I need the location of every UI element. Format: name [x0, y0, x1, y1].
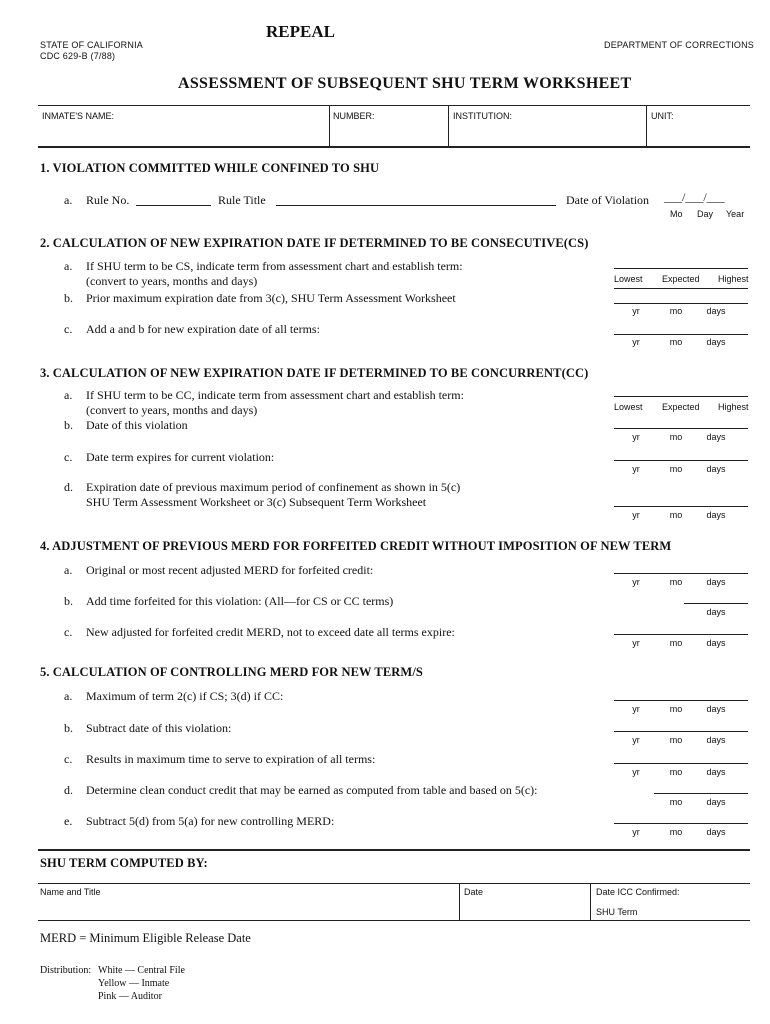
col-lowest: Lowest — [614, 402, 643, 412]
rule-title-label: Rule Title — [218, 193, 266, 207]
unit-mo: mo — [669, 638, 683, 648]
section3-item-b: Date of this violation — [86, 418, 188, 432]
section2-a-field[interactable] — [614, 288, 748, 289]
unit-mo: mo — [669, 432, 683, 442]
section2-letter-a: a. — [64, 259, 73, 273]
section2-letter-c: c. — [64, 322, 73, 336]
unit-days: days — [706, 638, 726, 648]
distribution-yellow: Yellow — Inmate — [98, 978, 170, 989]
section5-letter-b: b. — [64, 721, 73, 735]
unit-mo: mo — [669, 797, 683, 807]
unit-yr: yr — [632, 306, 640, 316]
col-expected: Expected — [662, 402, 700, 412]
section5-letter-e: e. — [64, 814, 73, 828]
institution-label: INSTITUTION: — [453, 111, 512, 121]
section3-heading: 3. CALCULATION OF NEW EXPIRATION DATE IF DETERMINED TO BE CONCURRENT(CC) — [40, 366, 589, 380]
rule-no-field[interactable] — [136, 205, 211, 206]
distribution-label: Distribution: — [40, 965, 92, 976]
col-lowest: Lowest — [614, 274, 643, 284]
unit-mo: mo — [669, 464, 683, 474]
section4-b-field[interactable] — [684, 603, 748, 604]
distribution-pink: Pink — Auditor — [98, 991, 162, 1002]
section3-b-field[interactable] — [614, 428, 748, 429]
section4-c-field[interactable] — [614, 634, 748, 635]
unit-days: days — [706, 577, 726, 587]
unit-yr: yr — [632, 337, 640, 347]
section3-letter-d: d. — [64, 480, 73, 494]
unit-days: days — [706, 510, 726, 520]
section5-a-field[interactable] — [614, 700, 748, 701]
unit-mo: mo — [669, 767, 683, 777]
section4-item-c: New adjusted for forfeited credit MERD, not to exceed date all terms expire: — [86, 625, 455, 639]
section4-letter-b: b. — [64, 594, 73, 608]
section2-heading: 2. CALCULATION OF NEW EXPIRATION DATE IF DETERMINED TO BE CONSECUTIVE(CS) — [40, 236, 589, 250]
section3-item-a2: (convert to years, months and days) — [86, 403, 258, 417]
section5-item-b: Subtract date of this violation: — [86, 721, 232, 735]
section5-letter-d: d. — [64, 783, 73, 797]
col-highest: Highest — [718, 274, 749, 284]
unit-days: days — [706, 607, 726, 617]
section5-e-field[interactable] — [614, 823, 748, 824]
merd-definition: MERD = Minimum Eligible Release Date — [40, 931, 251, 945]
unit-days: days — [706, 827, 726, 837]
department-label: DEPARTMENT OF CORRECTIONS — [604, 40, 755, 50]
unit-days: days — [706, 432, 726, 442]
unit-mo: mo — [669, 704, 683, 714]
section3-letter-b: b. — [64, 418, 73, 432]
computed-by-heading: SHU TERM COMPUTED BY: — [40, 856, 208, 870]
section5-item-e: Subtract 5(d) from 5(a) for new controlling MERD: — [86, 814, 335, 828]
section3-d-field[interactable] — [614, 506, 748, 507]
unit-mo: mo — [669, 306, 683, 316]
distribution-white: White — Central File — [98, 965, 185, 976]
unit-yr: yr — [632, 638, 640, 648]
date-of-violation-field[interactable]: ___/___/___ — [664, 190, 725, 204]
section1-letter-a: a. — [64, 193, 73, 207]
unit-yr: yr — [632, 510, 640, 520]
icc-confirmed-label: Date ICC Confirmed: — [596, 887, 680, 897]
section4-letter-a: a. — [64, 563, 73, 577]
col-expected: Expected — [662, 274, 700, 284]
section2-letter-b: b. — [64, 291, 73, 305]
section5-c-field[interactable] — [614, 763, 748, 764]
section4-a-field[interactable] — [614, 573, 748, 574]
unit-days: days — [706, 306, 726, 316]
unit-days: days — [706, 767, 726, 777]
unit-yr: yr — [632, 827, 640, 837]
unit-yr: yr — [632, 767, 640, 777]
section3-item-c: Date term expires for current violation: — [86, 450, 275, 464]
rule-no-label: Rule No. — [86, 193, 130, 207]
mo-label: Mo — [670, 209, 683, 219]
section5-b-field[interactable] — [614, 731, 748, 732]
number-label: NUMBER: — [333, 111, 375, 121]
section2-c-field[interactable] — [614, 334, 748, 335]
inmate-name-label: INMATE'S NAME: — [42, 111, 115, 121]
section5-item-a: Maximum of term 2(c) if CS; 3(d) if CC: — [86, 689, 284, 703]
unit-days: days — [706, 704, 726, 714]
year-label: Year — [726, 209, 745, 219]
state-label: STATE OF CALIFORNIA — [40, 40, 143, 50]
section4-letter-c: c. — [64, 625, 73, 639]
unit-mo: mo — [669, 735, 683, 745]
unit-yr: yr — [632, 577, 640, 587]
section2-item-b: Prior maximum expiration date from 3(c), SHU Term Assessment Worksheet — [86, 291, 456, 305]
section5-heading: 5. CALCULATION OF CONTROLLING MERD FOR NEW TERM/S — [40, 665, 423, 679]
unit-label: UNIT: — [651, 111, 674, 121]
section5-item-d: Determine clean conduct credit that may be earned as computed from table and based on 5(c): — [86, 783, 538, 797]
name-title-label: Name and Title — [40, 887, 101, 897]
form-number: CDC 629-B (7/88) — [40, 51, 116, 61]
section3-c-field[interactable] — [614, 460, 748, 461]
section5-letter-a: a. — [64, 689, 73, 703]
unit-yr: yr — [632, 432, 640, 442]
repeal-stamp: REPEAL — [266, 22, 335, 41]
section1-heading: 1. VIOLATION COMMITTED WHILE CONFINED TO SHU — [40, 161, 380, 175]
section4-item-a: Original or most recent adjusted MERD for forfeited credit: — [86, 563, 374, 577]
unit-mo: mo — [669, 510, 683, 520]
rule-title-field[interactable] — [276, 205, 556, 206]
section2-item-a2: (convert to years, months and days) — [86, 274, 258, 288]
unit-days: days — [706, 464, 726, 474]
day-label: Day — [697, 209, 714, 219]
section5-letter-c: c. — [64, 752, 73, 766]
section3-item-a: If SHU term to be CC, indicate term from assessment chart and establish term: — [86, 388, 464, 402]
section3-letter-c: c. — [64, 450, 73, 464]
unit-mo: mo — [669, 827, 683, 837]
unit-yr: yr — [632, 704, 640, 714]
section4-heading: 4. ADJUSTMENT OF PREVIOUS MERD FOR FORFEITED CREDIT WITHOUT IMPOSITION OF NEW TERM — [40, 539, 672, 553]
unit-yr: yr — [632, 735, 640, 745]
section3-item-d2: SHU Term Assessment Worksheet or 3(c) Subsequent Term Worksheet — [86, 495, 427, 509]
section2-item-a: If SHU term to be CS, indicate term from assessment chart and establish term: — [86, 259, 463, 273]
col-highest: Highest — [718, 402, 749, 412]
date-label: Date — [464, 887, 484, 897]
unit-days: days — [706, 337, 726, 347]
section3-letter-a: a. — [64, 388, 73, 402]
unit-mo: mo — [669, 577, 683, 587]
section5-item-c: Results in maximum time to serve to expiration of all terms: — [86, 752, 376, 766]
unit-mo: mo — [669, 337, 683, 347]
shu-term-label: SHU Term — [596, 907, 638, 917]
unit-days: days — [706, 735, 726, 745]
date-of-violation-label: Date of Violation — [566, 193, 650, 207]
section3-item-d: Expiration date of previous maximum period of confinement as shown in 5(c) — [86, 480, 461, 494]
form-title: ASSESSMENT OF SUBSEQUENT SHU TERM WORKSHEET — [178, 75, 632, 92]
section5-d-field[interactable] — [654, 793, 748, 794]
unit-days: days — [706, 797, 726, 807]
section2-b-field[interactable] — [614, 303, 748, 304]
unit-yr: yr — [632, 464, 640, 474]
section2-item-c: Add a and b for new expiration date of all terms: — [86, 322, 320, 336]
section4-item-b: Add time forfeited for this violation: (All—for CS or CC terms) — [86, 594, 394, 608]
